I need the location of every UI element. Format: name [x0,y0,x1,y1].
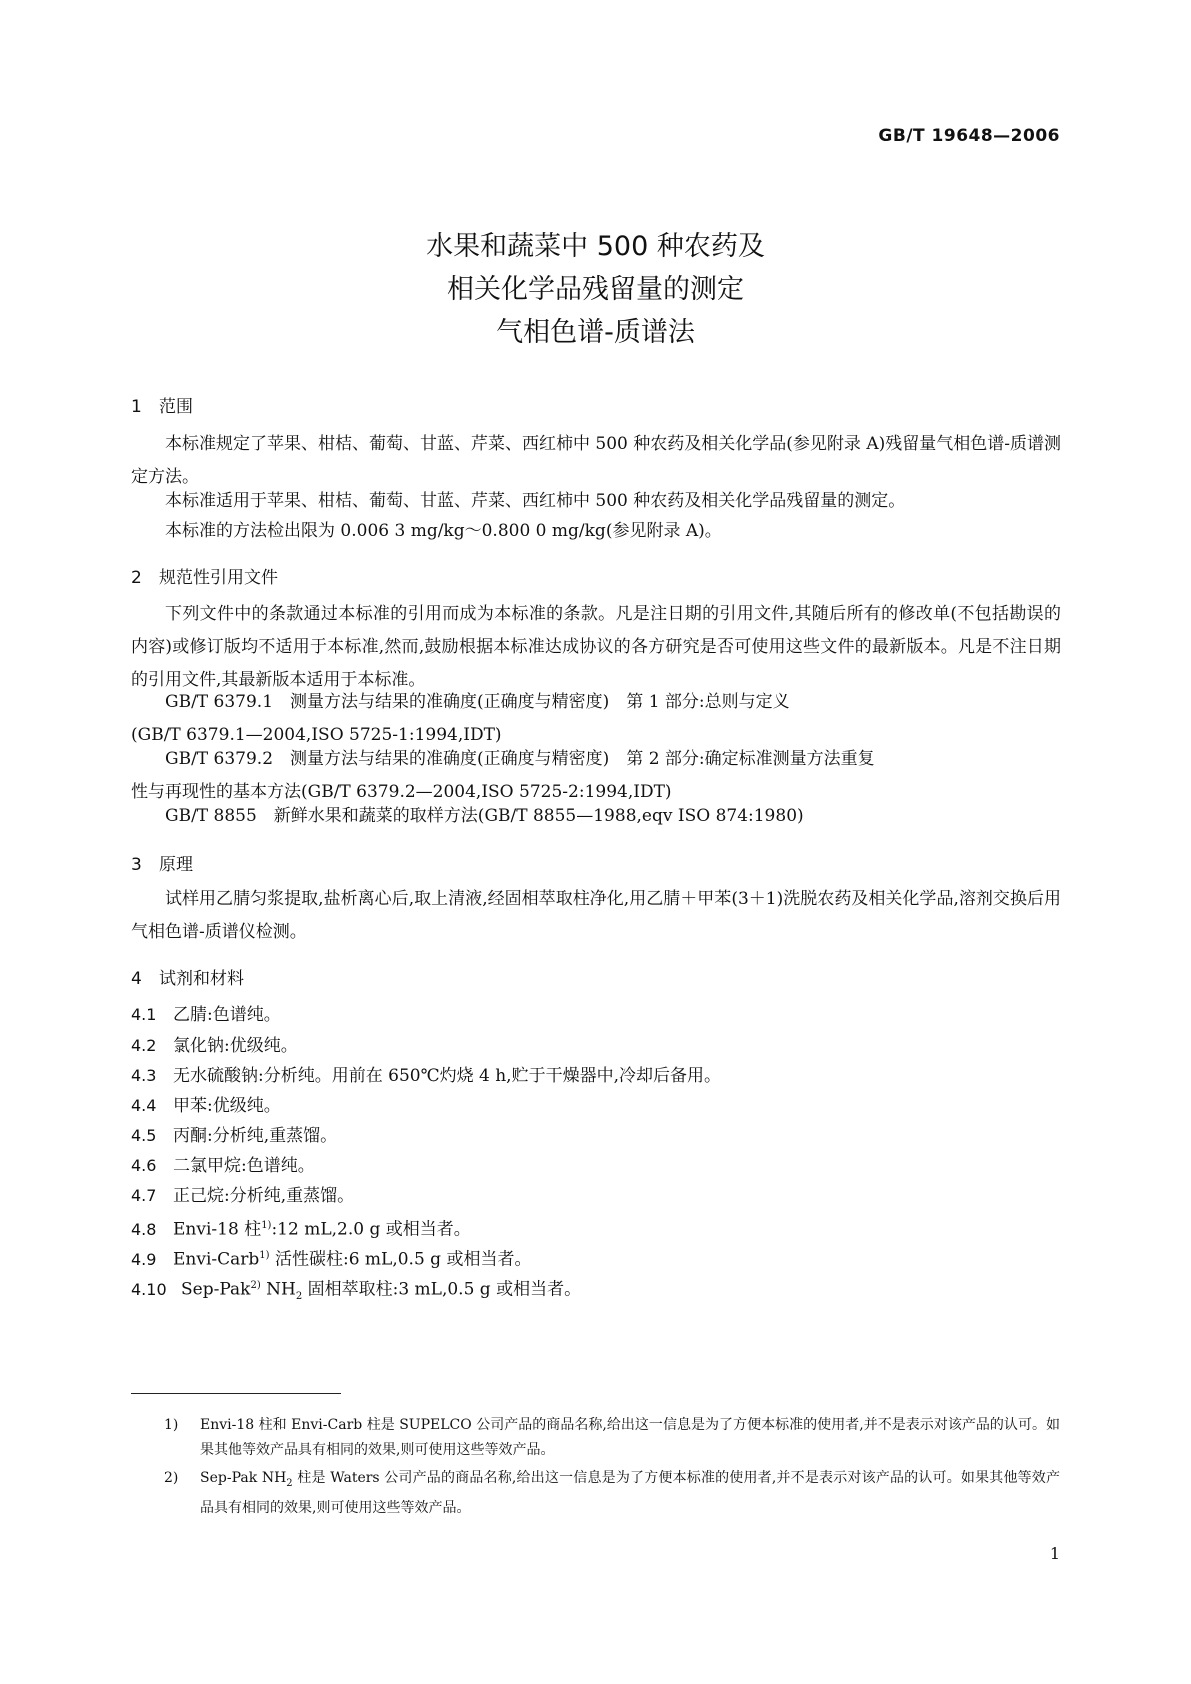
item-text: 无水硫酸钠:分析纯。用前在 650℃灼烧 4 h,贮于干燥器中,冷却后备用。 [173,1066,721,1086]
section-1-heading [131,392,193,417]
item-text: Envi-18 柱 [173,1219,262,1240]
subscript: 2 [295,1291,303,1303]
item-text: 甲苯:优级纯。 [173,1096,281,1116]
list-item [131,1180,354,1212]
footnote-1 [164,1413,1060,1463]
item-text: Envi-Carb [173,1249,260,1270]
section-number: 1 [131,397,142,417]
item-number: 4.2 [131,1036,157,1055]
title-line-3: 气相色谱-质谱法 [496,317,695,348]
item-text: 乙腈:色谱纯。 [173,1005,281,1025]
section-title: 试剂和材料 [159,969,244,989]
footnote-divider [131,1393,341,1394]
footnote-marker: 1) [164,1417,179,1433]
item-text: NH [260,1279,296,1300]
item-number: 4.6 [131,1156,157,1175]
item-text: 二氯甲烷:色谱纯。 [173,1156,315,1176]
item-number: 4.9 [131,1249,157,1269]
item-text: 活性碳柱:6 mL,0.5 g 或相当者。 [269,1249,532,1270]
section-number: 2 [131,568,142,588]
item-number: 4.8 [131,1219,157,1239]
footnote-ref: 1) [261,1220,272,1231]
section-title: 规范性引用文件 [159,568,278,588]
section-3-paragraph-1: 试样用乙腈匀浆提取,盐析离心后,取上清液,经固相萃取柱净化,用乙腈＋甲苯(3＋1)洗脱农药及相关化学品,溶剂交换后用气相色谱-质谱仪检测。 [131,889,1061,942]
list-item [131,999,281,1031]
item-text: 正己烷:分析纯,重蒸馏。 [173,1186,355,1206]
list-item [131,1030,298,1062]
item-number: 4.7 [131,1186,157,1205]
section-number: 3 [131,855,142,875]
item-text: 丙酮:分析纯,重蒸馏。 [173,1126,338,1146]
section-2-paragraph-1: 下列文件中的条款通过本标准的引用而成为本标准的条款。凡是注日期的引用文件,其随后所有的修改单(不包括勘误的内容)或修订版均不适用于本标准,然而,鼓励根据本标准达成协议的各方研究是否可使用这些文件的最新版本。凡是不注日期的引用文件,其最新版本适用于本标准。 [131,604,1061,690]
section-2-heading [131,563,278,588]
section-1-paragraph-2: 本标准适用于苹果、柑桔、葡萄、甘蓝、芹菜、西红柿中 500 种农药及相关化学品残留量的测定。 [165,491,906,511]
item-text: :12 mL,2.0 g 或相当者。 [271,1219,471,1240]
reference-line: GB/T 6379.1 测量方法与结果的准确度(正确度与精密度) 第 1 部分:总则与定义 [165,692,790,712]
section-1-paragraph-3: 本标准的方法检出限为 0.006 3 mg/kg～0.800 0 mg/kg(参见附录 A)。 [165,521,722,541]
section-title: 原理 [159,855,193,875]
reference-line: (GB/T 6379.1—2004,ISO 5725-1:1994,IDT) [131,725,502,745]
item-number: 4.4 [131,1096,157,1115]
item-text: 固相萃取柱:3 mL,0.5 g 或相当者。 [302,1279,582,1300]
title-line-1: 水果和蔬菜中 500 种农药及 [426,231,765,262]
document-title [0,225,1191,354]
reference-line: GB/T 6379.2 测量方法与结果的准确度(正确度与精密度) 第 2 部分:确定标准测量方法重复 [165,749,875,769]
section-1-paragraph-1: 本标准规定了苹果、柑桔、葡萄、甘蓝、芹菜、西红柿中 500 种农药及相关化学品(参见附录 A)残留量气相色谱-质谱测定方法。 [131,434,1061,487]
list-item [131,1060,721,1092]
item-number: 4.10 [131,1279,167,1299]
reference-line: 性与再现性的基本方法(GB/T 6379.2—2004,ISO 5725-2:1994,IDT) [131,782,672,802]
list-item [131,1090,281,1122]
list-item [131,1270,581,1312]
list-item [131,1150,315,1182]
section-title: 范围 [159,397,193,417]
list-item [131,1120,337,1152]
title-line-2: 相关化学品残留量的测定 [447,274,744,305]
footnote-text: Envi-18 柱和 Envi-Carb 柱是 SUPELCO 公司产品的商品名称,给出这一信息是为了方便本标准的使用者,并不是表示对该产品的认可。如果其他等效产品具有相同的效果,则可使用这些等效产品。 [200,1417,1060,1458]
item-number: 4.3 [131,1066,157,1085]
item-text: 氯化钠:优级纯。 [173,1036,298,1056]
section-3-heading [131,850,193,875]
subscript: 2 [286,1477,293,1489]
footnote-text-part: 柱是 Waters 公司产品的商品名称,给出这一信息是为了方便本标准的使用者,并不是表示对该产品的认可。如果其他等效产品具有相同的效果,则可使用这些等效产品。 [200,1470,1060,1516]
footnote-ref: 1) [259,1250,270,1261]
item-text: Sep-Pak [181,1279,251,1300]
reference-line: GB/T 8855 新鲜水果和蔬菜的取样方法(GB/T 8855—1988,eqv ISO 874:1980) [165,806,804,826]
standard-number: GB/T 19648—2006 [878,126,1060,146]
item-number: 4.1 [131,1005,157,1024]
footnote-marker: 2) [164,1470,179,1486]
footnote-2 [164,1466,1060,1521]
section-number: 4 [131,969,142,989]
item-number: 4.5 [131,1126,157,1145]
normative-reference-3 [131,800,1061,833]
footnote-text-part: Sep-Pak NH [200,1470,287,1486]
page-number: 1 [1049,1544,1060,1563]
footnote-text [164,1466,1060,1521]
section-4-heading [131,964,244,989]
footnote-ref: 2) [250,1280,261,1291]
